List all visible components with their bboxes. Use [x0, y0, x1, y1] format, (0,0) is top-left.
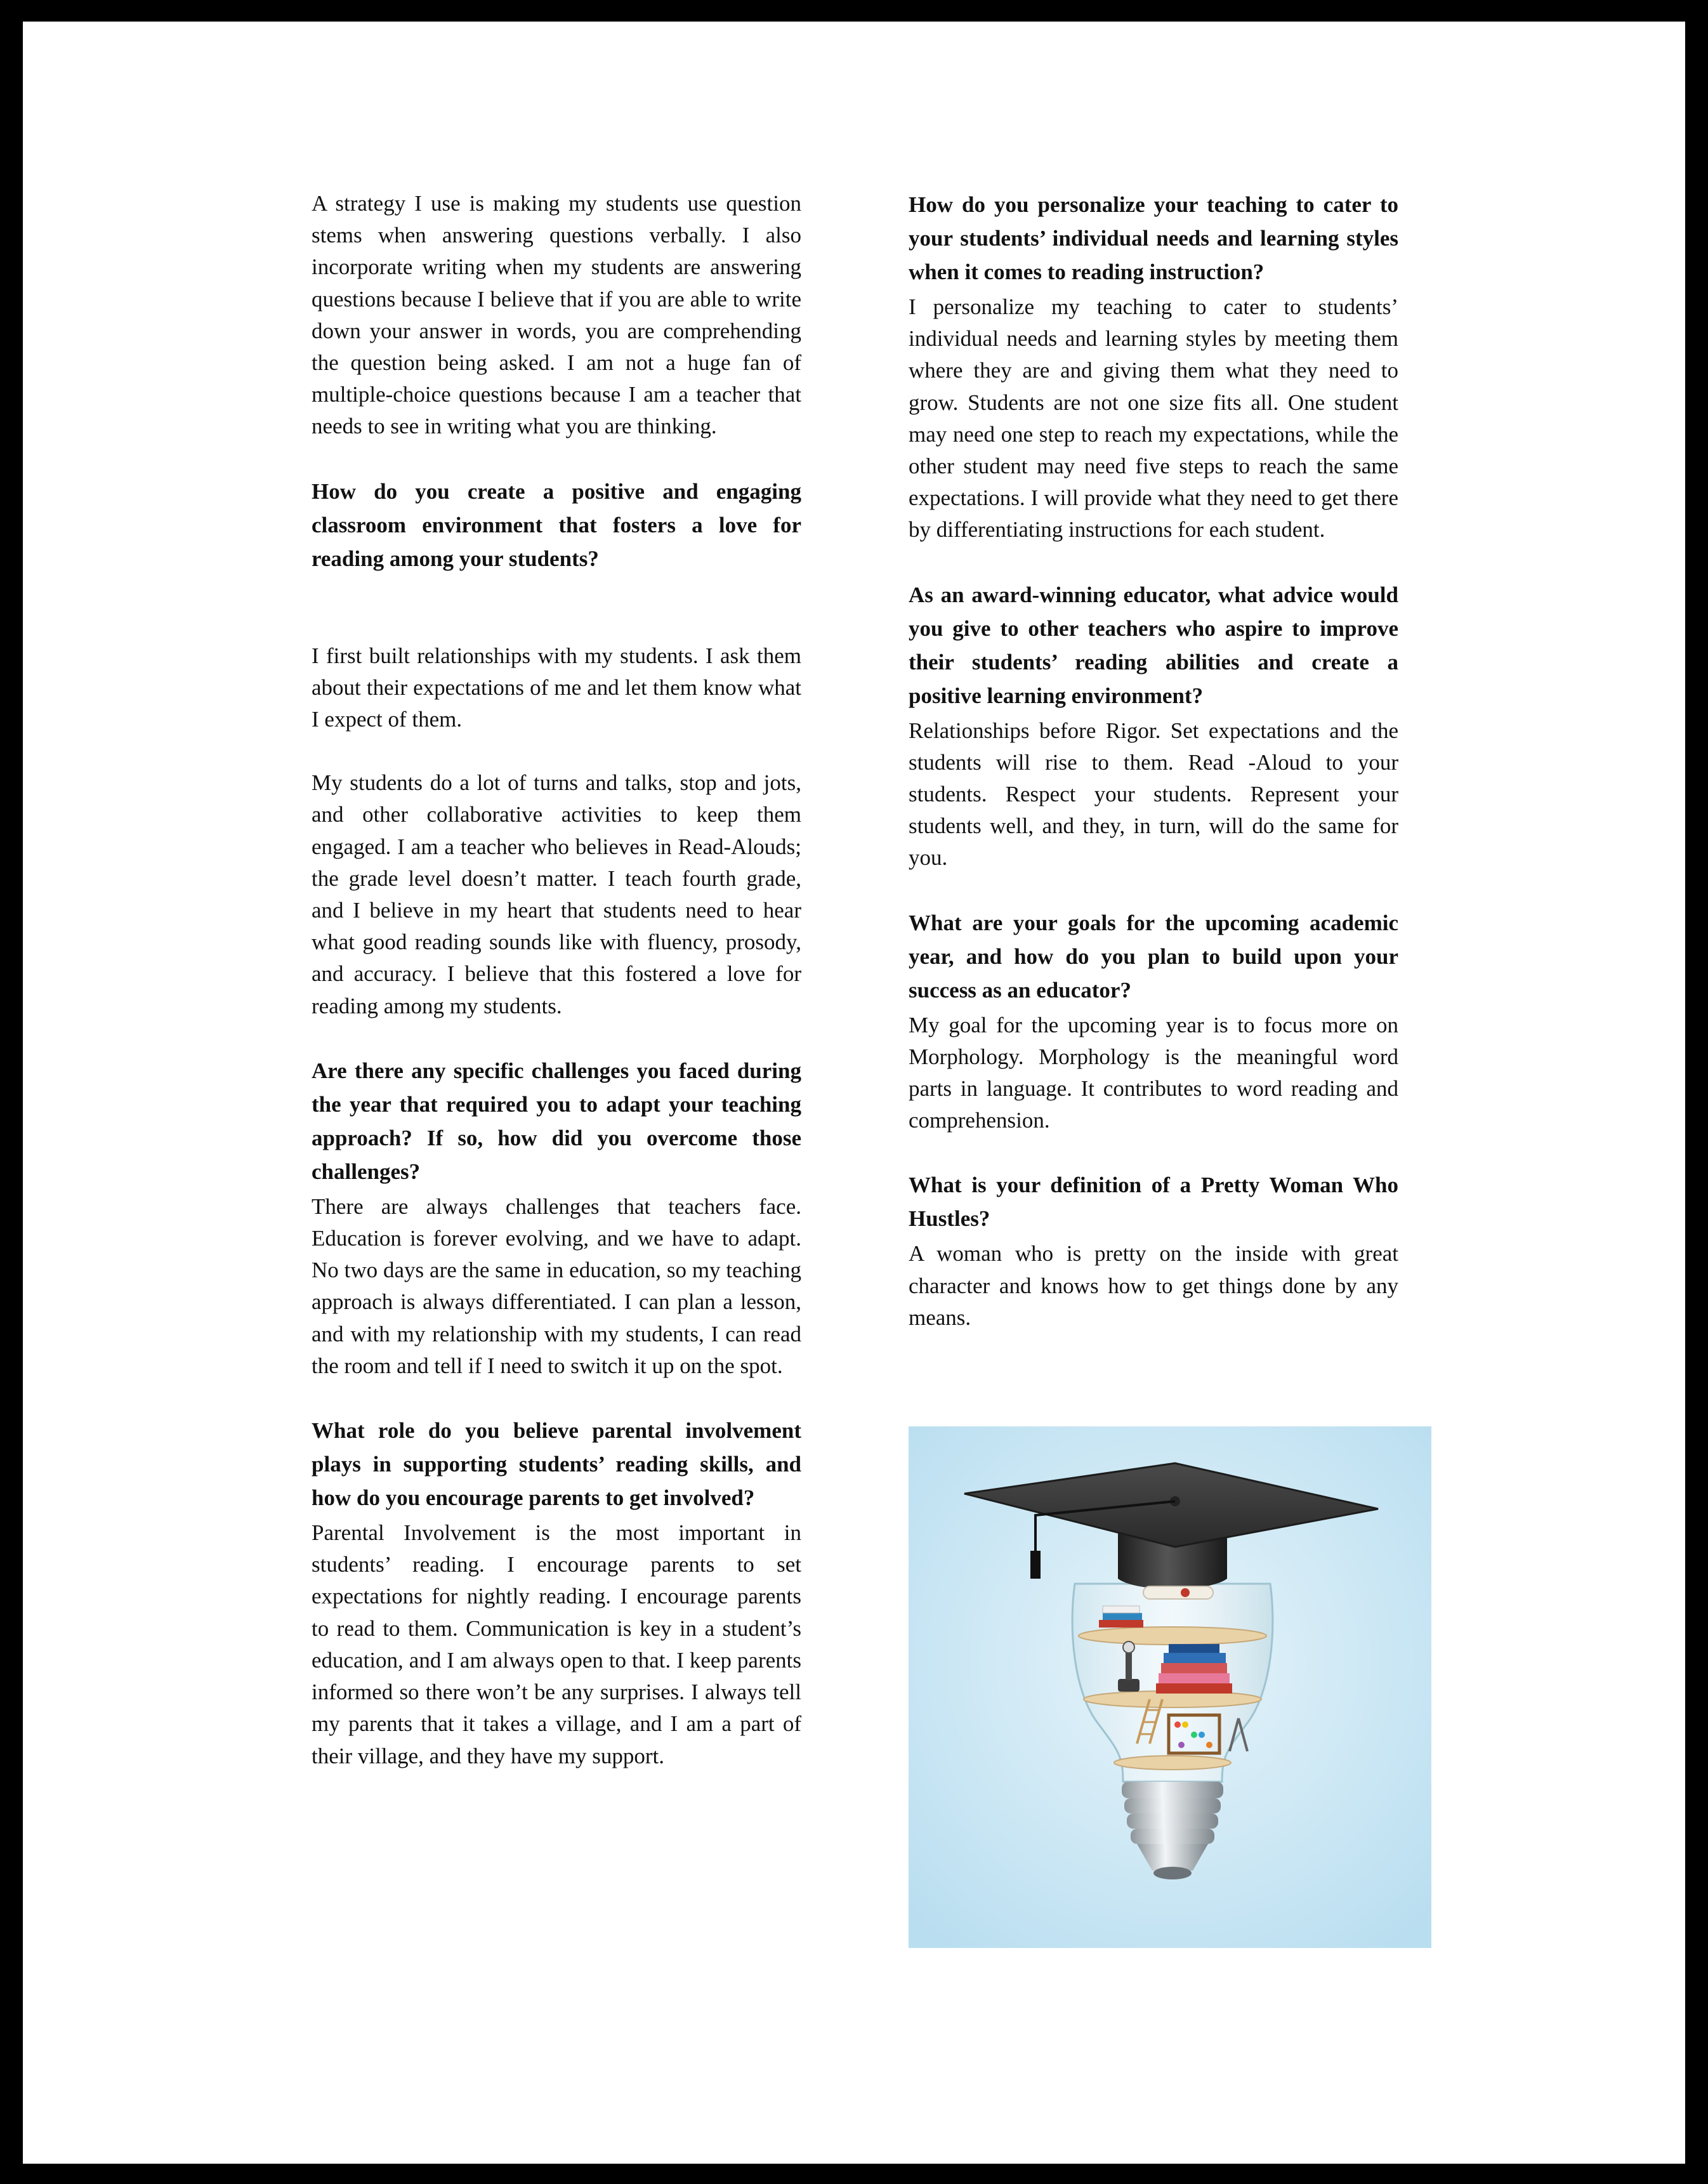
question-goals: What are your goals for the upcoming academic year, and how do you plan to build upon your success as an educator?	[909, 910, 1398, 1003]
answer-engagement-paragraph: My students do a lot of turns and talks, stop and jots, and other collaborative activities to keep them engaged. I am a teacher who believes in Read-Alouds; the grade level doesn’t matter. I teach fourth grade, and I believe in my heart that students need to hear what good reading sounds like with fluency, prosody, and accuracy. I believe that this fostered a love for reading among my students.	[312, 770, 801, 1018]
answer-challenges: There are always challenges that teachers face. Education is forever evolving, and we have to adapt. No two days are the same in education, so my teaching approach is always differentiated. I can plan a lesson, and with my relationship with my students, I can read the room and tell if I need to switch it up on the spot.	[312, 1194, 801, 1378]
answer-relationships-paragraph: I first built relationships with my students. I ask them about their expectations of me and let them know what I expect of them.	[312, 643, 801, 732]
right-column	[909, 188, 1398, 1334]
question-challenges: Are there any specific challenges you faced during the year that required you to adapt your teaching approach? If so, how did you overcome those challenges?	[312, 1058, 801, 1184]
question-personalize-teaching: How do you personalize your teaching to cater to your students’ individual needs and learning styles when it comes to reading instruction?	[909, 192, 1398, 284]
magazine-page	[23, 22, 1685, 2164]
question-definition: What is your definition of a Pretty Woman Who Hustles?	[909, 1173, 1398, 1232]
answer-advice: Relationships before Rigor. Set expectations and the students will rise to them. Read -Aloud to your students. Respect your students. Represent your students well, and they, in turn, will do the same for you.	[909, 718, 1398, 871]
answer-definition: A woman who is pretty on the inside with great character and knows how to get things done by any means.	[909, 1241, 1398, 1330]
answer-parental-involvement: Parental Involvement is the most important in students’ reading. I encourage parents to set expectations for nightly reading. I encourage parents to read to them. Communication is key in a student’s education, and I am always open to that. I keep parents informed so there won’t be any surprises. I always tell my parents that it takes a village, and I am a part of their village, and they have my support.	[312, 1520, 801, 1768]
intro-paragraph: A strategy I use is making my students use question stems when answering questions verbally. I also incorporate writing when my students are answering questions because I believe that if you are able to write down your answer in words, you are comprehending the question being asked. I am not a huge fan of multiple-choice questions because I am a teacher that needs to see in writing what you are thinking.	[312, 191, 801, 439]
question-advice: As an award-winning educator, what advice would you give to other teachers who aspire to improve their students’ reading abilities and create a positive learning environment?	[909, 582, 1398, 708]
question-parental-involvement: What role do you believe parental involvement plays in supporting students’ reading skills, and how do you encourage parents to get involved?	[312, 1418, 801, 1511]
left-column	[312, 188, 801, 1772]
answer-personalize-teaching: I personalize my teaching to cater to students’ individual needs and learning styles by meeting them where they are and giving them what they need to grow. Students are not one size fits all. One student may need one step to reach my expectations, while the other student may need five steps to reach the same expectations. I will provide what they need to get there by differentiating instructions for each student.	[909, 294, 1398, 543]
answer-goals: My goal for the upcoming year is to focus more on Morphology. Morphology is the meaningful word parts in language. It contributes to word reading and comprehension.	[909, 1012, 1398, 1133]
question-classroom-environment: How do you create a positive and engaging classroom environment that fosters a love for reading among your students?	[312, 478, 801, 571]
graduation-cap-lightbulb-icon	[909, 1426, 1431, 1948]
